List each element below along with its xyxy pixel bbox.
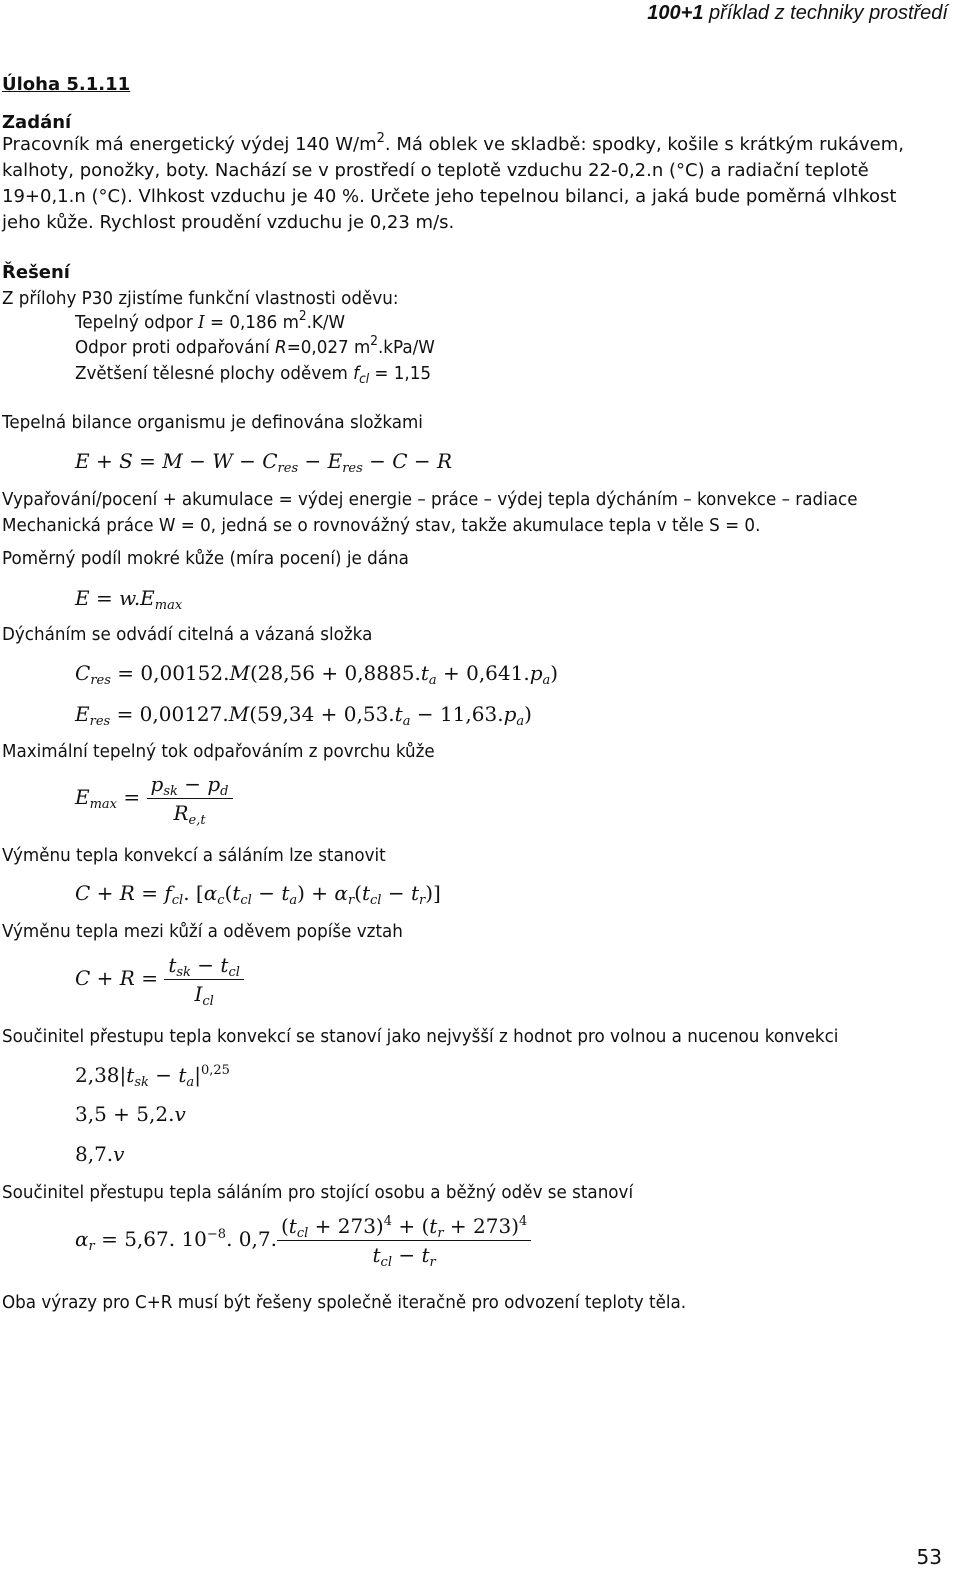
equation-skin-wettedness: $E = w.E_{max}$ [75,586,183,613]
final-text: Oba výrazy pro C+R musí být řešeny společně iteračně pro odvození teploty těla. [2,1292,687,1313]
equation-forced-convection-2: 8,7.v [75,1142,125,1166]
assignment-line-4: jeho kůže. Rychlost proudění vzduchu je 0,23 m/s. [2,212,455,233]
property-evaporative-resistance: Odpor proti odpařování R=0,027 $m^2.kPa/W$ [75,334,435,358]
equation-alpha-r: $\alpha_r = 5,67$. $10^{-8}$. 0,7. $\frac{(t_{cl} + 273)^4 + (t_r + 273)^4}{t_{cl} - t_r}$ [75,1214,531,1267]
equation-e-res: $E_{res} = 0,00127.M(59,34 + 0,53.t_a - 11,63.p_a)$ [75,702,532,729]
property-clothing-area-factor: Zvětšení tělesné plochy oděvem $f_{cl} = 1,15$ [75,363,432,387]
equation-c-res: $C_{res} = 0,00152.M(28,56 + 0,8885.t_a + 0,641.p_a)$ [75,661,559,688]
assignment-heading: Zadání [2,112,72,133]
solution-heading: Řešení [2,262,70,283]
task-title: Úloha 5.1.11 [2,74,131,95]
page-number: 53 [916,1545,942,1569]
balance-legend-2: Mechanická práce W = 0, jedná se o rovnovážný stav, takže akumulace tepla v těle S = 0. [2,515,761,536]
convection-radiation-text: Výměnu tepla konvekcí a sáláním lze stanovit [2,845,386,866]
assignment-line-1: Pracovník má energetický výdej 140 $W/m^2$. Má oblek ve skladbě: spodky, košile s krátkým rukávem, [2,131,905,155]
balance-legend-1: Vypařování/pocení + akumulace = výdej energie – práce – výdej tepla dýcháním – konvekce – radiace [2,489,858,510]
respiration-text: Dýcháním se odvádí citelná a vázaná složka [2,624,373,645]
equation-forced-convection-1: 3,5 + 5,2.v [75,1102,186,1126]
emax-text: Maximální tepelný tok odpařováním z povrchu kůže [2,741,435,762]
property-thermal-resistance: Tepelný odpor I = 0,186 $m^2.K/W$ [75,309,346,333]
equation-c-plus-r-skin: C + R = $\frac{t_{sk} - t_{cl}}{I_{cl}}$ [75,953,244,1006]
equation-heat-balance: $E + S = M - W - C_{res} - E_{res} - C - R$ [75,449,453,476]
assignment-line-3: 19+0,1.n (°C). Vlhkost vzduchu je 40 %. Určete jeho tepelnou bilanci, a jaká bude poměrná vlhkost [2,186,897,207]
equation-c-plus-r-cloth: $C + R = f_{cl}$. $[\alpha_c(t_{cl} - t_a) + \alpha_r(t_{cl} - t_r)]$ [75,881,441,908]
solution-intro: Z přílohy P30 zjistíme funkční vlastnosti oděvu: [2,288,399,309]
equation-e-max: $E_{max}$ = $\frac{p_{sk} - p_d}{R_{e,t}}$ [75,772,233,825]
equation-free-convection: $2,38|t_{sk} - t_a|^{0,25}$ [75,1063,230,1090]
alpha-r-text: Součinitel přestupu tepla sáláním pro stojící osobu a běžný oděv se stanoví [2,1182,634,1203]
assignment-line-2: kalhoty, ponožky, boty. Nachází se v prostředí o teplotě vzduchu 22-0,2.n (°C) a radiační teplotě [2,160,869,181]
alpha-c-text: Součinitel přestupu tepla konvekcí se stanoví jako nejvyšší z hodnot pro volnou a nucenou konvekci [2,1026,839,1047]
skin-cloth-text: Výměnu tepla mezi kůží a oděvem popíše vztah [2,921,403,942]
balance-text: Tepelná bilance organismu je definována složkami [2,412,423,433]
page-header: 100+1 příklad z techniky prostředí [647,2,948,24]
wet-skin-text: Poměrný podíl mokré kůže (míra pocení) je dána [2,548,409,569]
